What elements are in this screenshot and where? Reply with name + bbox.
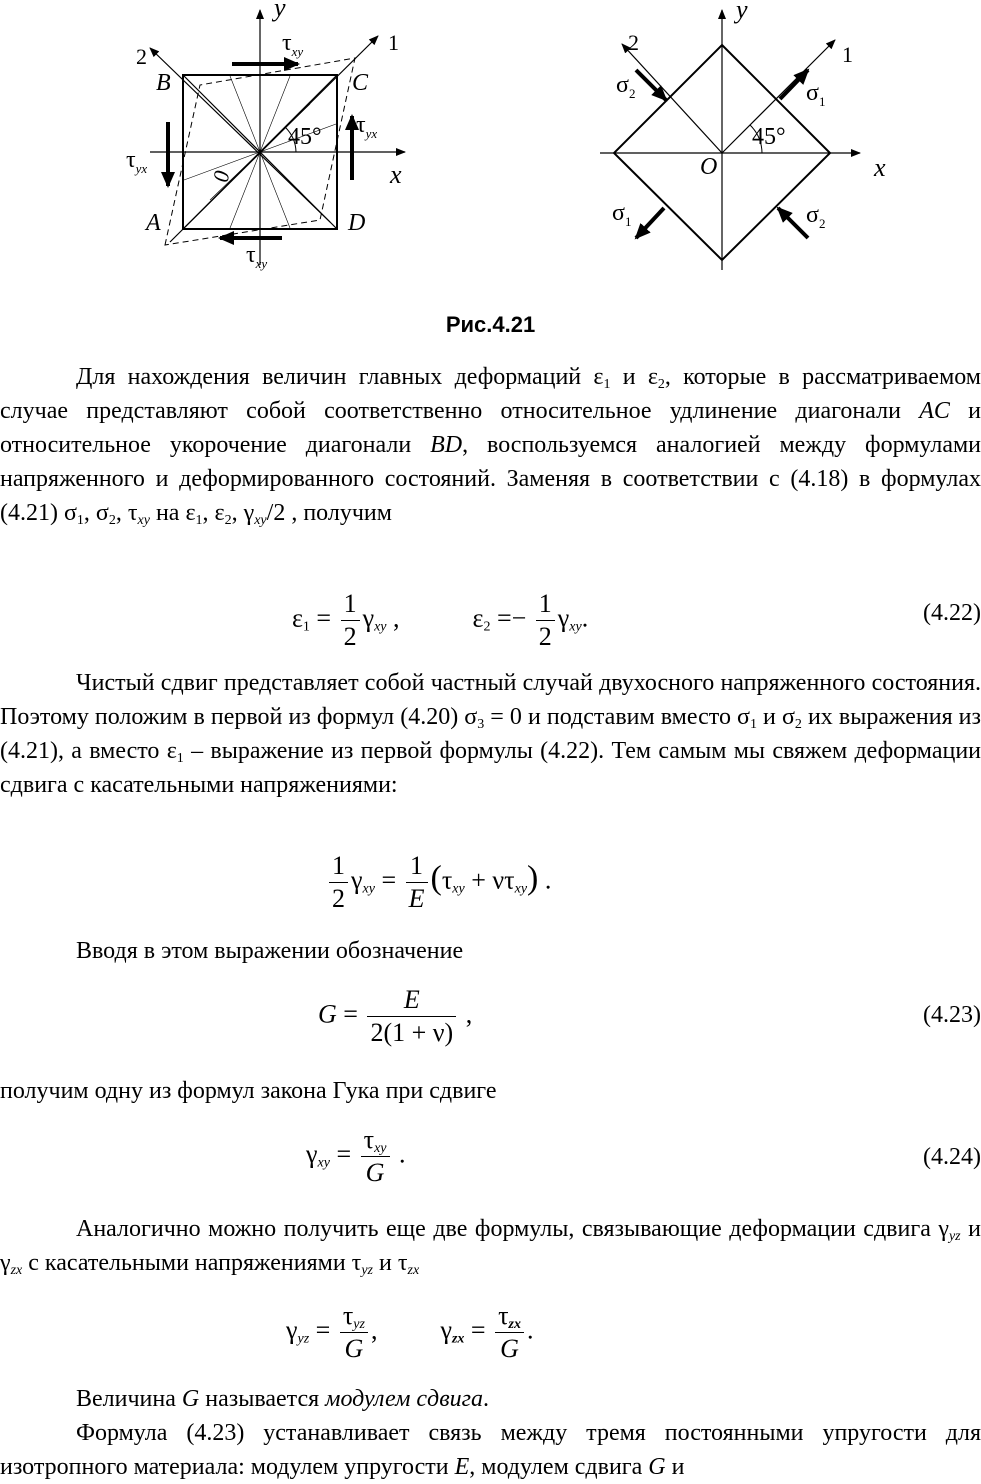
point-b-label: B xyxy=(156,70,171,96)
tau-yx-left-label: $\tau_{yx}$ xyxy=(126,147,148,176)
paragraph-2: Чистый сдвиг представляет собой частный случай двухосного напряженного состояния. Поэтому положим в первой из формул (4.20) $\sigma_3 = 0$ и подставим вместо $\sigma_1$ и $\sigma_2$ их выражения из (4.21), а вместо $\varepsilon_1$ – выражение из первой формулы (4.22). Тем самым мы свяжем деформации сдвига с касательными напряжениями: xyxy=(0,670,981,798)
paragraph-5: Аналогично можно получить еще две формулы, связывающие деформации сдвига $\gamma_{yz}$ и $\gamma_{zx}$ с касательными напряжениями $\tau_{yz}$ и $\tau_{zx}$ xyxy=(0,1216,981,1278)
paragraph-1: Для нахождения величин главных деформаций $\varepsilon_1$ и $\varepsilon_2$, которые в рассматриваемом случае представляют собой соответственно относительное удлинение диагонали AC и относительное укорочение диагонали BD, воспользуемся аналогией между формулами напряженного и деформированного состояний. Заменяя в соответствии с (4.18) в формулах (4.21) $\sigma_1$, $\sigma_2$, $\tau_{xy}$ на $\varepsilon_1$, $\varepsilon_2$, $\gamma_{xy}/2$ , получим xyxy=(0,364,981,528)
sigma1-upper-label: $\sigma_1$ xyxy=(806,80,826,109)
tau-yx-right-label: $\tau_{yx}$ xyxy=(356,112,378,141)
sigma2-lower-label: $\sigma_2$ xyxy=(806,202,826,231)
sigma1-lower-label: $\sigma_1$ xyxy=(612,200,632,229)
right-diagram xyxy=(600,0,886,270)
equation-4-22: $\varepsilon_1$ = $\frac{1}{2}$ $\gamma_{xy}$ , $\varepsilon_2$ =− $\frac{1}{2}$ $\gamma_{xy}$. xyxy=(292,589,589,651)
right-axis-2-label: 2 xyxy=(628,30,639,55)
paragraph-4: получим одну из формул закона Гука при сдвиге xyxy=(0,1078,497,1104)
tau-xy-bottom-label: $\tau_{xy}$ xyxy=(246,242,268,271)
left-angle-label: 45° xyxy=(288,124,322,150)
point-a-label: A xyxy=(146,210,161,236)
right-origin-label: O xyxy=(700,154,718,180)
figure-4-21 xyxy=(0,0,981,300)
left-x-label: x xyxy=(390,160,402,189)
left-axis-1 xyxy=(170,36,378,242)
paragraph-6: Величина G называется модулем сдвига. xyxy=(76,1386,489,1412)
paragraph-7: Формула (4.23) устанавливает связь между тремя постоянными упругости для изотропного материала: модулем упругости E, модулем сдвига G и xyxy=(0,1420,981,1480)
right-angle-label: 45° xyxy=(752,124,786,150)
sigma2-lower-arrow xyxy=(778,208,808,238)
figure-caption: Рис.4.21 xyxy=(445,312,536,337)
equation-4-23: G = $\frac{E}{2(1 + \nu)}$ , xyxy=(318,985,473,1047)
sigma2-upper-label: $\sigma_2$ xyxy=(616,72,636,101)
stress-diagrams xyxy=(0,0,981,300)
sigma1-lower-arrow xyxy=(636,208,664,238)
equation-shear-relation: $\frac{1}{2}$ $\gamma_{xy}$ = $\frac{1}{E}$ $(\tau_{xy} + \nu\tau_{xy})$ . xyxy=(326,850,551,915)
left-y-label: y xyxy=(274,0,286,22)
right-x-label: x xyxy=(874,153,886,182)
equation-number-4-23: (4.23) xyxy=(923,1002,981,1028)
left-axis-1-label: 1 xyxy=(388,30,399,55)
equation-number-4-24: (4.24) xyxy=(923,1144,981,1170)
tau-xy-top-label: $\tau_{xy}$ xyxy=(282,30,304,59)
equation-yz-zx: $\gamma_{yz}$ = $\frac{\tau_{yz}}{G}$ , $\gamma_{zx}$ = $\frac{\tau_{zx}}{G}$ . xyxy=(286,1301,534,1363)
right-axis-1-label: 1 xyxy=(842,42,853,67)
sigma1-upper-arrow xyxy=(780,70,808,99)
left-axis-2-label: 2 xyxy=(136,44,147,69)
equation-4-24: $\gamma_{xy}$ = $\frac{\tau_{xy}}{G}$ . xyxy=(306,1125,406,1187)
point-d-label: D xyxy=(348,210,366,236)
point-c-label: C xyxy=(352,70,369,96)
right-y-label: y xyxy=(736,0,748,24)
paragraph-3: Вводя в этом выражении обозначение xyxy=(76,938,464,964)
sigma2-upper-arrow xyxy=(636,70,666,100)
left-origin-label: 0 xyxy=(207,168,235,184)
left-diagram xyxy=(126,0,405,271)
equation-number-4-22: (4.22) xyxy=(923,600,981,626)
